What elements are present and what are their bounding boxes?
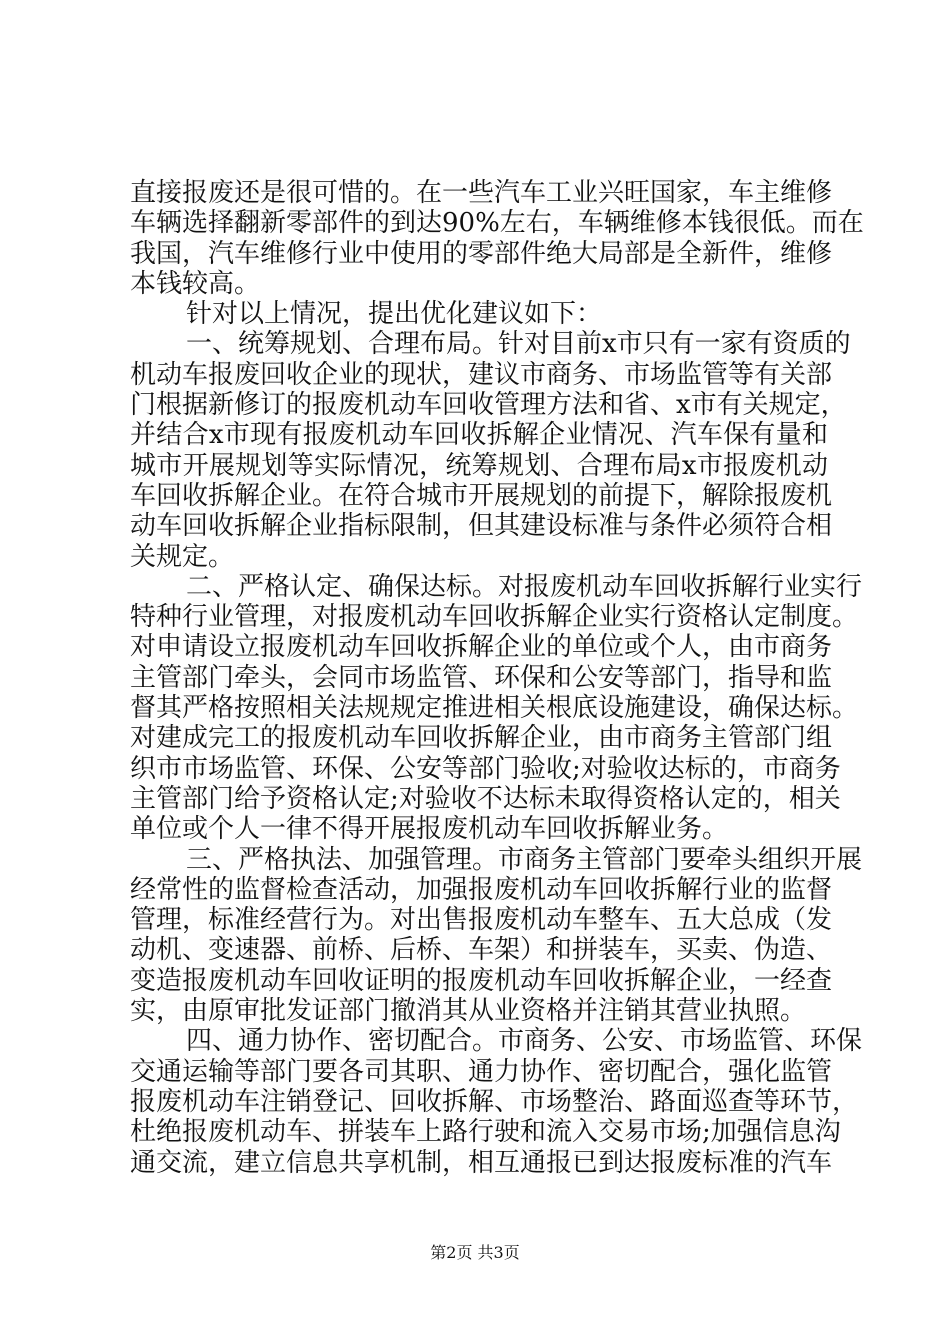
page-number-footer: 第2页 共3页 — [430, 1243, 520, 1262]
paragraph — [130, 571, 863, 845]
text-line: 门根据新修订的报废机动车回收管理方法和省、x市有关规定， — [130, 390, 847, 421]
text-line: 车辆选择翻新零部件的到达90%左右，车辆维修本钱很低。而在 — [130, 208, 864, 239]
text-line: 一、统筹规划、合理布局。针对目前x市只有一家有资质的 — [186, 329, 851, 360]
text-line: 特种行业管理，对报废机动车回收拆解企业实行资格认定制度。 — [130, 602, 859, 633]
text-line: 城市开展规划等实际情况，统筹规划、合理布局x市报废机动 — [130, 450, 828, 481]
text-line: 经常性的监督检查活动，加强报废机动车回收拆解行业的监督 — [130, 874, 833, 905]
text-line: 管理，标准经营行为。对出售报废机动车整车、五大总成（发 — [130, 905, 833, 936]
text-line: 通交流，建立信息共享机制，相互通报已到达报废标准的汽车 — [130, 1147, 833, 1178]
text-line: 杜绝报废机动车、拼装车上路行驶和流入交易市场;加强信息沟 — [130, 1117, 841, 1148]
text-line: 针对以上情况，提出优化建议如下： — [186, 299, 603, 330]
text-line: 报废机动车注销登记、回收拆解、市场整治、路面巡查等环节， — [130, 1086, 859, 1117]
text-line: 二、严格认定、确保达标。对报废机动车回收拆解行业实行 — [186, 571, 863, 602]
document-body — [130, 178, 864, 1178]
text-line: 变造报废机动车回收证明的报废机动车回收拆解企业，一经查 — [130, 965, 833, 996]
paragraph — [130, 299, 828, 329]
text-line: 对建成完工的报废机动车回收拆解企业，由市商务主管部门组 — [130, 723, 833, 754]
text-line: 实，由原审批发证部门撤消其从业资格并注销其营业执照。 — [130, 996, 807, 1027]
paragraph — [130, 1026, 863, 1178]
text-line: 督其严格按照相关法规规定推进相关根底设施建设，确保达标。 — [130, 693, 859, 724]
text-line: 交通运输等部门要各司其职、通力协作、密切配合，强化监管 — [130, 1056, 833, 1087]
text-line: 车回收拆解企业。在符合城市开展规划的前提下，解除报废机 — [130, 480, 833, 511]
text-line: 主管部门牵头，会同市场监管、环保和公安等部门，指导和监 — [130, 662, 833, 693]
text-line: 织市市场监管、环保、公安等部门验收;对验收达标的，市商务 — [130, 753, 841, 784]
paragraph — [130, 329, 851, 572]
paragraph — [130, 844, 863, 1027]
text-line: 关规定。 — [130, 541, 235, 572]
text-line: 三、严格执法、加强管理。市商务主管部门要牵头组织开展 — [186, 844, 863, 875]
text-line: 直接报废还是很可惜的。在一些汽车工业兴旺国家，车主维修 — [130, 178, 833, 208]
paragraph — [130, 178, 864, 299]
text-line: 动车回收拆解企业指标限制，但其建设标准与条件必须符合相 — [130, 511, 833, 542]
text-line: 动机、变速器、前桥、后桥、车架）和拼装车，买卖、伪造、 — [130, 935, 833, 966]
text-line: 机动车报废回收企业的现状，建议市商务、市场监管等有关部 — [130, 359, 833, 390]
text-line: 本钱较高。 — [130, 268, 261, 299]
text-line: 单位或个人一律不得开展报废机动车回收拆解业务。 — [130, 814, 729, 845]
text-line: 对申请设立报废机动车回收拆解企业的单位或个人，由市商务 — [130, 632, 833, 663]
text-line: 四、通力协作、密切配合。市商务、公安、市场监管、环保 — [186, 1026, 863, 1057]
text-line: 主管部门给予资格认定;对验收不达标未取得资格认定的，相关 — [130, 783, 841, 814]
text-line: 我国，汽车维修行业中使用的零部件绝大局部是全新件，维修 — [130, 238, 833, 269]
text-line: 并结合x市现有报废机动车回收拆解企业情况、汽车保有量和 — [130, 420, 828, 451]
